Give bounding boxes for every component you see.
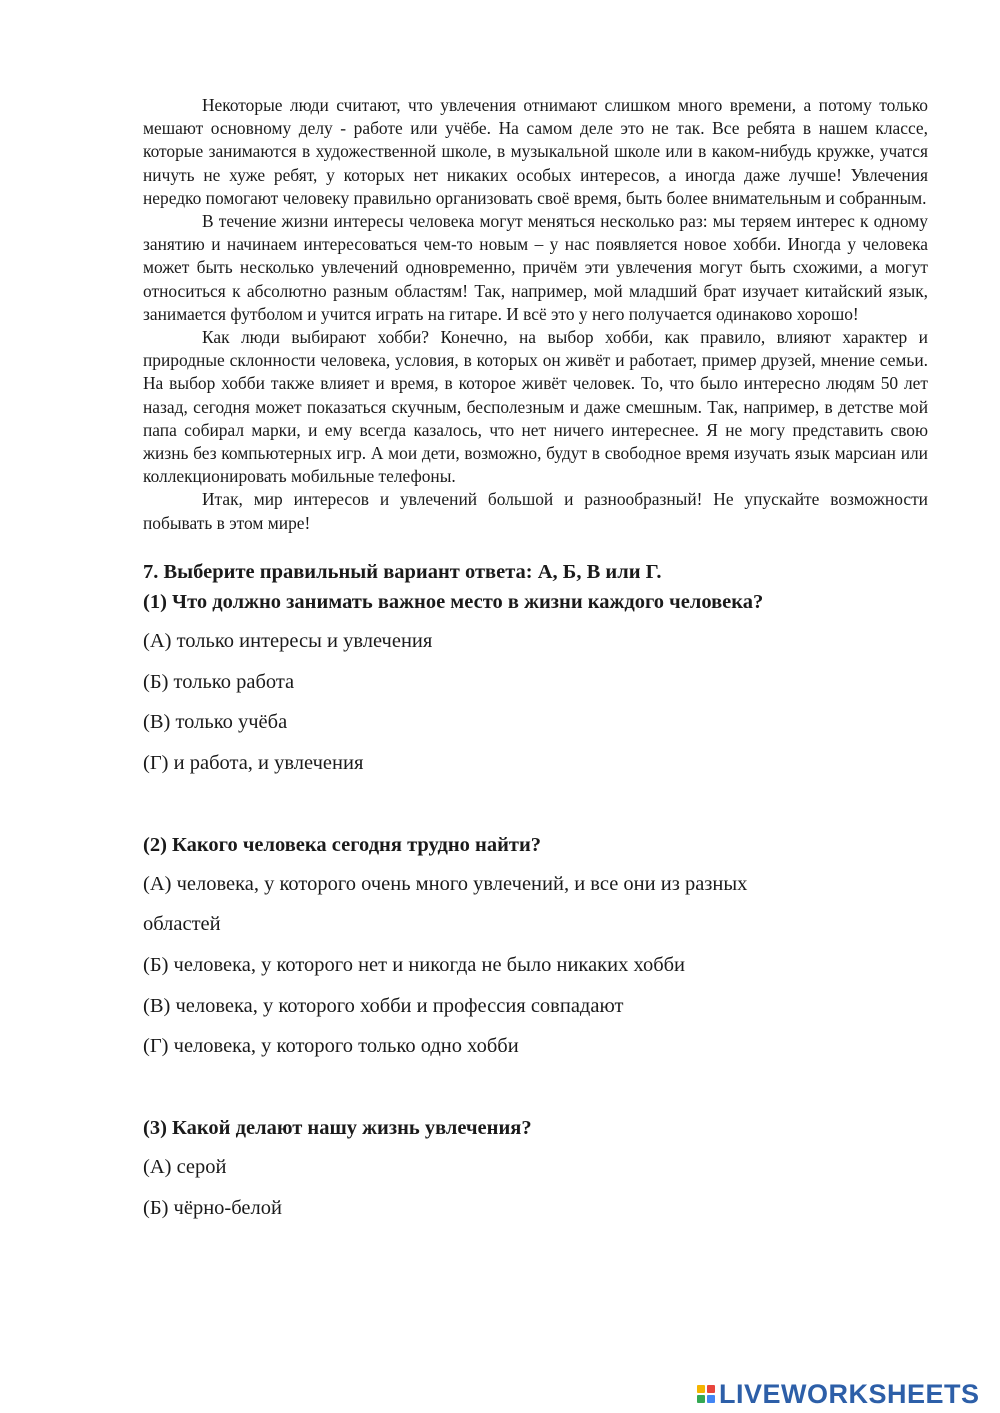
answer-option[interactable]: (А) только интересы и увлечения	[143, 629, 433, 652]
reading-paragraph: В течение жизни интересы человека могут меняться несколько раз: мы теряем интерес к одному занятию и начинаем интересоваться чем-то новым – у нас появляется новое хобби. Иногда у человека может быть несколько увлечений одновременно, причём эти увлечения могут быть схожими, а могут относиться к абсолютно разным областям! Так, например, мой младший брат изучает китайский язык, занимается футболом и учится играть на гитаре. И всё это у него получается одинаково хорошо!	[143, 211, 928, 324]
question-title: (2) Какого человека сегодня трудно найти?	[143, 833, 542, 856]
answer-option[interactable]: (Г) и работа, и увлечения	[143, 751, 364, 774]
answer-option[interactable]: (А) серой	[143, 1156, 227, 1179]
liveworksheets-logo-icon	[697, 1385, 715, 1403]
reading-text	[143, 94, 928, 535]
question-title: (1) Что должно занимать важное место в жизни каждого человека?	[143, 590, 764, 613]
question-title: (3) Какой делают нашу жизнь увлечения?	[143, 1117, 532, 1140]
worksheet-page	[143, 94, 928, 1229]
question-2	[143, 830, 928, 1068]
reading-paragraph: Как люди выбирают хобби? Конечно, на выбор хобби, как правило, влияют характер и природные склонности человека, условия, в которых он живёт и работает, пример друзей, мнение семьи. На выбор хобби также влияет и время, в которое живёт человек. То, что было интересно людям 50 лет назад, сегодня может показаться скучным, бесполезным и даже смешным. Так, например, в детстве мой папа собирал марки, и ему всегда казалось, что нет ничего интереснее. Я не могу представить свою жизнь без компьютерных игр. А мои дети, возможно, будут в свободное время изучать язык марсиан или коллекционировать мобильные телефоны.	[143, 327, 928, 487]
logo-text: LIVEWORKSHEETS	[719, 1378, 980, 1409]
logo-square	[707, 1385, 715, 1393]
answer-option-continuation[interactable]: областей	[143, 913, 221, 936]
answer-option[interactable]: (Б) только работа	[143, 670, 295, 693]
logo-square	[707, 1395, 715, 1403]
question-3	[143, 1113, 928, 1228]
answer-option[interactable]: (Б) чёрно-белой	[143, 1196, 282, 1219]
logo-square	[697, 1385, 705, 1393]
task-7	[143, 557, 928, 1229]
reading-paragraph: Итак, мир интересов и увлечений большой и разнообразный! Не упускайте возможности побывать в этом мире!	[143, 489, 928, 533]
answer-option[interactable]: (А) человека, у которого очень много увлечений, и все они из разных	[143, 872, 748, 895]
logo-square	[697, 1395, 705, 1403]
question-1	[143, 587, 928, 784]
answer-option[interactable]: (В) человека, у которого хобби и профессия совпадают	[143, 994, 624, 1017]
answer-option[interactable]: (В) только учёба	[143, 711, 288, 734]
answer-option[interactable]: (Б) человека, у которого нет и никогда не было никаких хобби	[143, 954, 686, 977]
task-title: 7. Выберите правильный вариант ответа: А, Б, В или Г.	[143, 560, 662, 583]
answer-option[interactable]: (Г) человека, у которого только одно хобби	[143, 1035, 519, 1058]
reading-paragraph: Некоторые люди считают, что увлечения отнимают слишком много времени, а потому только мешают основному делу - работе или учёбе. На самом деле это не так. Все ребята в нашем классе, которые занимаются в художественной школе, в музыкальной школе или в каком-нибудь кружке, учатся ничуть не хуже ребят, у которых нет никаких особых интересов, а иногда даже лучше! Увлечения нередко помогают человеку правильно организовать своё время, быть более внимательным и собранным.	[143, 95, 928, 208]
liveworksheets-logo	[697, 1379, 980, 1409]
